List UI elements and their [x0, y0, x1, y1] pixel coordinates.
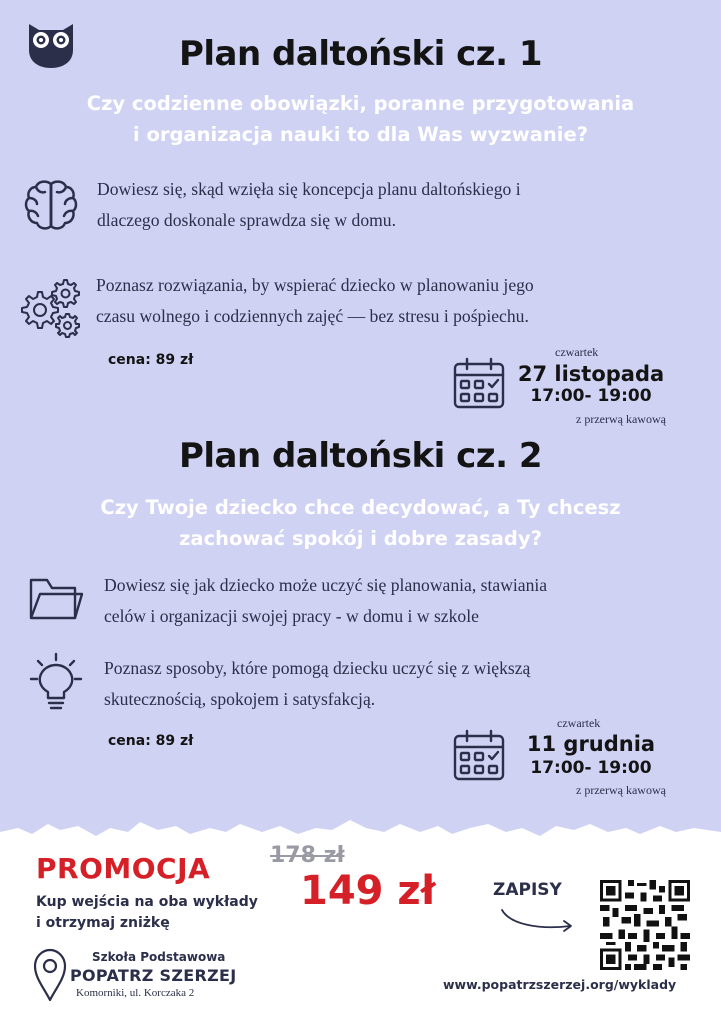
- part2-item2-line2: skutecznością, spokojem i satysfakcją.: [104, 689, 376, 709]
- part2-item2-text: [104, 653, 704, 715]
- part2-item2-line1: Poznasz sposoby, które pomogą dziecku uczyć się z większą: [104, 658, 531, 678]
- brain-icon: [22, 176, 80, 234]
- old-price: 178 zł: [270, 843, 345, 868]
- part2-question: [0, 492, 721, 554]
- part2-question-line1: Czy Twoje dziecko chce decydować, a Ty chcesz: [100, 496, 621, 519]
- calendar-icon: [452, 356, 506, 410]
- part2-date: 11 grudnia: [526, 732, 656, 756]
- new-price: 149 zł: [300, 868, 436, 914]
- part1-item2-line2: czasu wolnego i codziennych zajęć — bez stresu i pośpiechu.: [96, 306, 529, 326]
- part1-item1-text: [97, 174, 697, 236]
- calendar-icon: [452, 728, 506, 782]
- part2-item1-text: [104, 570, 704, 632]
- part2-question-line2: zachować spokój i dobre zasady?: [179, 527, 542, 550]
- gears-icon: [20, 276, 82, 338]
- part1-date: 27 listopada: [517, 362, 665, 386]
- part1-question: [0, 88, 721, 150]
- part1-day: czwartek: [555, 345, 599, 359]
- folder-icon: [28, 574, 84, 624]
- school-type: Szkoła Podstawowa: [92, 950, 226, 964]
- school-name: POPATRZ SZERZEJ: [70, 966, 237, 985]
- part2-day: czwartek: [557, 716, 601, 730]
- promo-line2: i otrzymaj zniżkę: [36, 915, 170, 931]
- part1-title: Plan daltoński cz. 1: [178, 34, 542, 74]
- part1-break-note: z przerwą kawową: [576, 412, 666, 426]
- part1-question-line2: i organizacja nauki to dla Was wyzwanie?: [132, 123, 589, 146]
- lightbulb-icon: [28, 652, 84, 712]
- part1-time: 17:00- 19:00: [530, 386, 652, 406]
- part1-item2-line1: Poznasz rozwiązania, by wspierać dziecko w planowaniu jego: [96, 275, 534, 295]
- part2-break-note: z przerwą kawową: [576, 783, 666, 797]
- part2-time: 17:00- 19:00: [530, 758, 652, 778]
- part1-question-line1: Czy codzienne obowiązki, poranne przygotowania: [86, 92, 635, 115]
- signup-label: ZAPISY: [493, 880, 562, 900]
- promo-line1: Kup wejścia na oba wykłady: [36, 894, 258, 910]
- part1-item1-line2: dlaczego doskonale sprawdza się w domu.: [97, 210, 396, 230]
- part1-item2-text: [96, 270, 706, 332]
- part2-item1-line1: Dowiesz się jak dziecko może uczyć się planowania, stawiania: [104, 575, 548, 595]
- part2-item1-line2: celów i organizacji swojej pracy - w domu i w szkole: [104, 606, 479, 626]
- qr-code-icon[interactable]: [600, 880, 690, 970]
- part1-item1-line1: Dowiesz się, skąd wzięła się koncepcja planu daltońskiego i: [97, 179, 521, 199]
- school-address: Komorniki, ul. Korczaka 2: [76, 987, 195, 999]
- signup-url-link[interactable]: www.popatrzszerzej.org/wyklady: [443, 977, 677, 992]
- promo-description: [36, 892, 296, 934]
- part2-price: cena: 89 zł: [108, 733, 194, 749]
- part2-title: Plan daltoński cz. 2: [178, 436, 542, 476]
- part1-price: cena: 89 zł: [108, 352, 194, 368]
- promo-label: PROMOCJA: [36, 852, 211, 885]
- location-pin-icon: [32, 948, 68, 1002]
- curved-arrow-icon: [498, 906, 578, 936]
